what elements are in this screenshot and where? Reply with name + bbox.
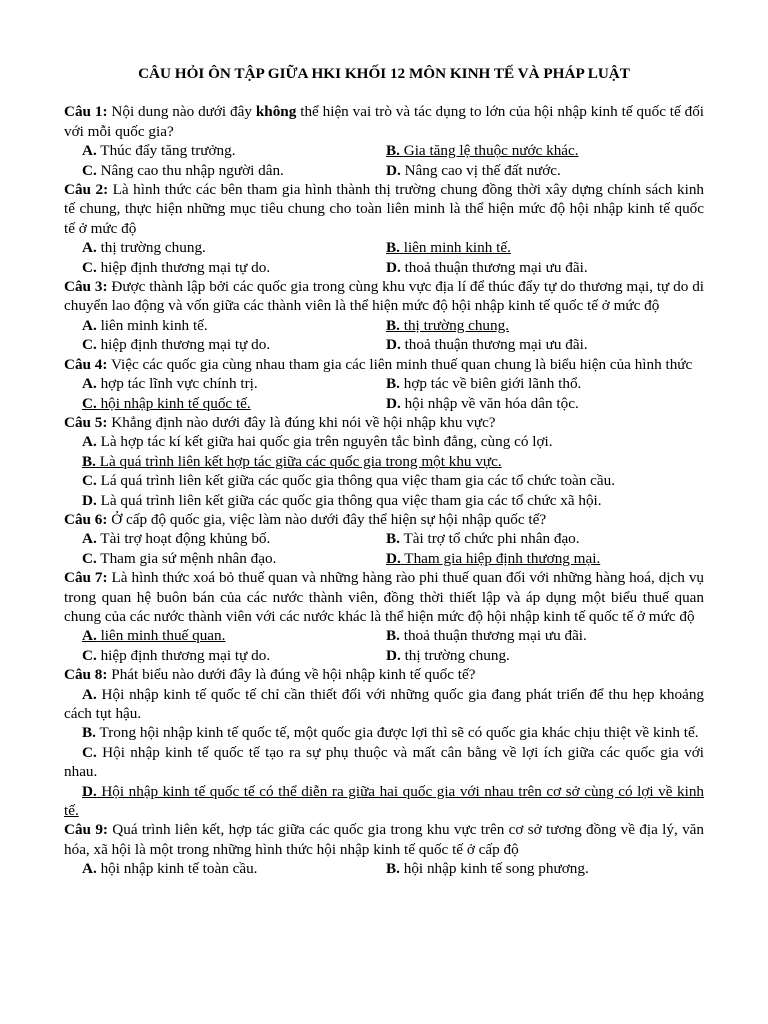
question-6 [64, 510, 704, 529]
option-d [368, 258, 704, 277]
question-4 [64, 355, 704, 374]
option-letter: C. [82, 161, 97, 179]
option-b [368, 529, 704, 548]
option-letter: B. [386, 530, 400, 548]
option-a [64, 374, 368, 393]
option-letter: B. [82, 452, 96, 470]
option-text: Tham gia sứ mệnh nhân đạo. [100, 549, 277, 567]
option-letter: A. [82, 375, 97, 393]
option-letter: C. [82, 549, 97, 567]
option-letter: C. [82, 336, 97, 354]
question-text: thể hiện vai trò và tác dụng to lớn của hội nhập kinh tế quốc tế đối với mỗi quốc gia? [64, 103, 705, 140]
option-text: hội nhập về văn hóa dân tộc. [404, 394, 579, 412]
option-text: hội nhập kinh tế quốc tế. [100, 394, 251, 412]
option-text: thị trường chung. [100, 239, 206, 257]
option-text: Tài trợ hoạt động khủng bố. [100, 530, 271, 548]
option-letter: D. [386, 336, 401, 354]
option-text: Là quá trình liên kết hợp tác giữa các quốc gia trong một khu vực. [99, 452, 502, 470]
option-d [64, 491, 704, 510]
option-b [368, 374, 704, 393]
option-c [64, 335, 368, 354]
question-label: Câu 2: [64, 181, 109, 199]
option-b [368, 626, 704, 645]
option-a-answer [64, 626, 368, 645]
option-text: thị trường chung. [403, 316, 510, 334]
question-text: Khẳng định nào dưới đây là đúng khi nói về hội nhập khu vực? [111, 413, 496, 431]
option-d [368, 646, 704, 665]
question-text: Là hình thức xoá bỏ thuế quan và những hàng rào phi thuế quan đối với những hàng hoá, dịch vụ trong quan hệ buôn bán của các nước thành viên, đồng thời thiết lập và áp dụng một biểu thuế quan chung của các nước thành viên với các nước khác là thể hiện mức độ hội nhập kinh tế quốc tế ở mức độ [64, 569, 705, 625]
options-grid [64, 859, 704, 878]
question-text: Được thành lập bởi các quốc gia trong cùng khu vực địa lí để thúc đẩy tự do thương mại, tự do di chuyển lao động và vốn giữa các thành viên là thể hiện mức độ hội nhập kinh tế quốc tế ở mức độ [64, 278, 705, 315]
option-d [368, 394, 704, 413]
option-letter: C. [82, 646, 97, 664]
option-text: liên minh kinh tế. [403, 239, 511, 257]
option-text: Là hợp tác kí kết giữa hai quốc gia trên nguyên tắc bình đẳng, cùng có lợi. [100, 433, 553, 451]
option-text: Thúc đẩy tăng trưởng. [100, 142, 236, 160]
option-text: hội nhập kinh tế song phương. [403, 860, 589, 878]
option-text: hiệp định thương mại tự do. [100, 336, 271, 354]
question-label: Câu 9: [64, 821, 108, 839]
option-letter: D. [386, 646, 401, 664]
question-9 [64, 820, 704, 859]
option-b-answer [64, 452, 704, 471]
option-a [64, 685, 704, 724]
option-text: Nâng cao thu nhập người dân. [100, 161, 284, 179]
option-letter: B. [82, 724, 96, 742]
option-text: thoả thuận thương mại ưu đãi. [403, 627, 587, 645]
option-text: Lá quá trình liên kết giữa các quốc gia thông qua việc tham gia các tổ chức toàn cầu. [100, 472, 616, 490]
option-letter: A. [82, 530, 97, 548]
options-grid [64, 316, 704, 355]
option-text: hợp tác lĩnh vực chính trị. [100, 375, 258, 393]
option-letter: A. [82, 685, 97, 703]
option-letter: B. [386, 142, 400, 160]
option-text: Tham gia hiệp định thương mại. [404, 549, 601, 567]
option-text: liên minh thuế quan. [100, 627, 226, 645]
option-d [368, 161, 704, 180]
question-label: Câu 7: [64, 569, 108, 587]
option-letter: D. [386, 258, 401, 276]
option-letter: D. [386, 161, 401, 179]
option-letter: D. [386, 549, 401, 567]
option-text: Là quá trình liên kết giữa các quốc gia thông qua việc tham gia các tổ chức xã hội. [100, 491, 602, 509]
question-label: Câu 1: [64, 103, 108, 121]
option-text: liên minh kinh tế. [100, 316, 208, 334]
option-c [64, 646, 368, 665]
option-a [64, 432, 704, 451]
option-letter: B. [386, 239, 400, 257]
option-letter: B. [386, 860, 400, 878]
option-letter: D. [82, 782, 97, 800]
options-grid [64, 374, 704, 413]
options-grid [64, 626, 704, 665]
option-letter: D. [386, 394, 401, 412]
option-letter: B. [386, 316, 400, 334]
option-text: thị trường chung. [404, 646, 510, 664]
question-label: Câu 6: [64, 510, 108, 528]
option-d-answer [64, 782, 704, 821]
option-text: hiệp định thương mại tự do. [100, 646, 271, 664]
options-grid [64, 238, 704, 277]
document-title: CÂU HỎI ÔN TẬP GIỮA HKI KHỐI 12 MÔN KINH TẾ VÀ PHÁP LUẬT [138, 65, 630, 82]
option-b [64, 723, 704, 742]
option-letter: A. [82, 433, 97, 451]
option-letter: C. [82, 394, 97, 412]
option-letter: D. [82, 491, 97, 509]
option-text: Hội nhập kinh tế quốc tế tạo ra sự phụ thuộc và mất cân bằng về lợi ích giữa các quốc gia với nhau. [64, 743, 705, 781]
option-c [64, 549, 368, 568]
question-text: Là hình thức các bên tham gia hình thành thị trường chung đồng thời xây dựng chính sách kinh tế chung, thực hiện những mục tiêu chung cho toàn liên minh là thể hiện mức độ hội nhập kinh tế quốc tế ở mức độ [64, 181, 705, 237]
option-text: thoả thuận thương mại ưu đãi. [404, 336, 588, 354]
options-grid [64, 529, 704, 568]
option-text: Hội nhập kinh tế quốc tế chỉ cần thiết đối với những quốc gia đang phát triển để thu hẹp khoảng cách tụt hậu. [64, 685, 705, 722]
option-c [64, 743, 704, 782]
question-text: Quá trình liên kết, hợp tác giữa các quốc gia trong khu vực trên cơ sở tương đồng về địa lý, văn hóa, xã hội là một trong những hình thức hội nhập kinh tế quốc tế ở cấp độ [64, 821, 704, 858]
option-text: Nâng cao vị thế đất nước. [404, 161, 561, 179]
option-a [64, 316, 368, 335]
option-letter: B. [386, 627, 400, 645]
option-letter: C. [82, 472, 97, 490]
question-label: Câu 5: [64, 413, 108, 431]
question-text: Nội dung nào dưới đây [111, 103, 252, 121]
option-text: hội nhập kinh tế toàn cầu. [100, 860, 258, 878]
option-text: hợp tác về biên giới lãnh thổ. [403, 375, 582, 393]
option-d [368, 335, 704, 354]
question-label: Câu 8: [64, 666, 108, 684]
option-b-answer [368, 238, 704, 257]
option-text: Trong hội nhập kinh tế quốc tế, một quốc gia được lợi thì sẽ có quốc gia khác chịu thiệt về kinh tế. [99, 724, 699, 742]
option-letter: B. [386, 375, 400, 393]
question-1 [64, 102, 704, 141]
option-a [64, 529, 368, 548]
option-b-answer [368, 316, 704, 335]
question-label: Câu 4: [64, 355, 108, 373]
option-a [64, 859, 368, 878]
option-d-answer [368, 549, 704, 568]
option-text: Hội nhập kinh tế quốc tế có thể diễn ra giữa hai quốc gia với nhau trên cơ sở cùng có lợi về kinh tế. [64, 782, 705, 820]
option-letter: A. [82, 316, 97, 334]
option-letter: A. [82, 860, 97, 878]
option-a [64, 238, 368, 257]
question-5 [64, 413, 704, 432]
option-text: thoả thuận thương mại ưu đãi. [404, 258, 588, 276]
question-2 [64, 180, 704, 238]
question-text: Việc các quốc gia cùng nhau tham gia các liên minh thuế quan chung là biểu hiện của hình thức [111, 355, 693, 373]
option-a [64, 141, 368, 160]
question-text: Phát biểu nào dưới đây là đúng về hội nhập kinh tế quốc tế? [111, 666, 476, 684]
option-letter: C. [82, 743, 97, 761]
option-c [64, 258, 368, 277]
question-keyword: không [255, 103, 297, 121]
option-text: Gia tăng lệ thuộc nước khác. [403, 142, 579, 160]
option-letter: A. [82, 142, 97, 160]
option-c [64, 161, 368, 180]
option-b-answer [368, 141, 704, 160]
option-text: Tài trợ tổ chức phi nhân đạo. [403, 530, 580, 548]
option-c-answer [64, 394, 368, 413]
option-c [64, 471, 704, 490]
option-b [368, 859, 704, 878]
question-8 [64, 665, 704, 684]
option-letter: A. [82, 627, 97, 645]
option-letter: C. [82, 258, 97, 276]
question-3 [64, 277, 704, 316]
question-text: Ở cấp độ quốc gia, việc làm nào dưới đây thể hiện sự hội nhập quốc tế? [111, 510, 547, 528]
question-label: Câu 3: [64, 278, 108, 296]
option-text: hiệp định thương mại tự do. [100, 258, 271, 276]
options-grid [64, 141, 704, 180]
question-7 [64, 568, 704, 626]
option-letter: A. [82, 239, 97, 257]
